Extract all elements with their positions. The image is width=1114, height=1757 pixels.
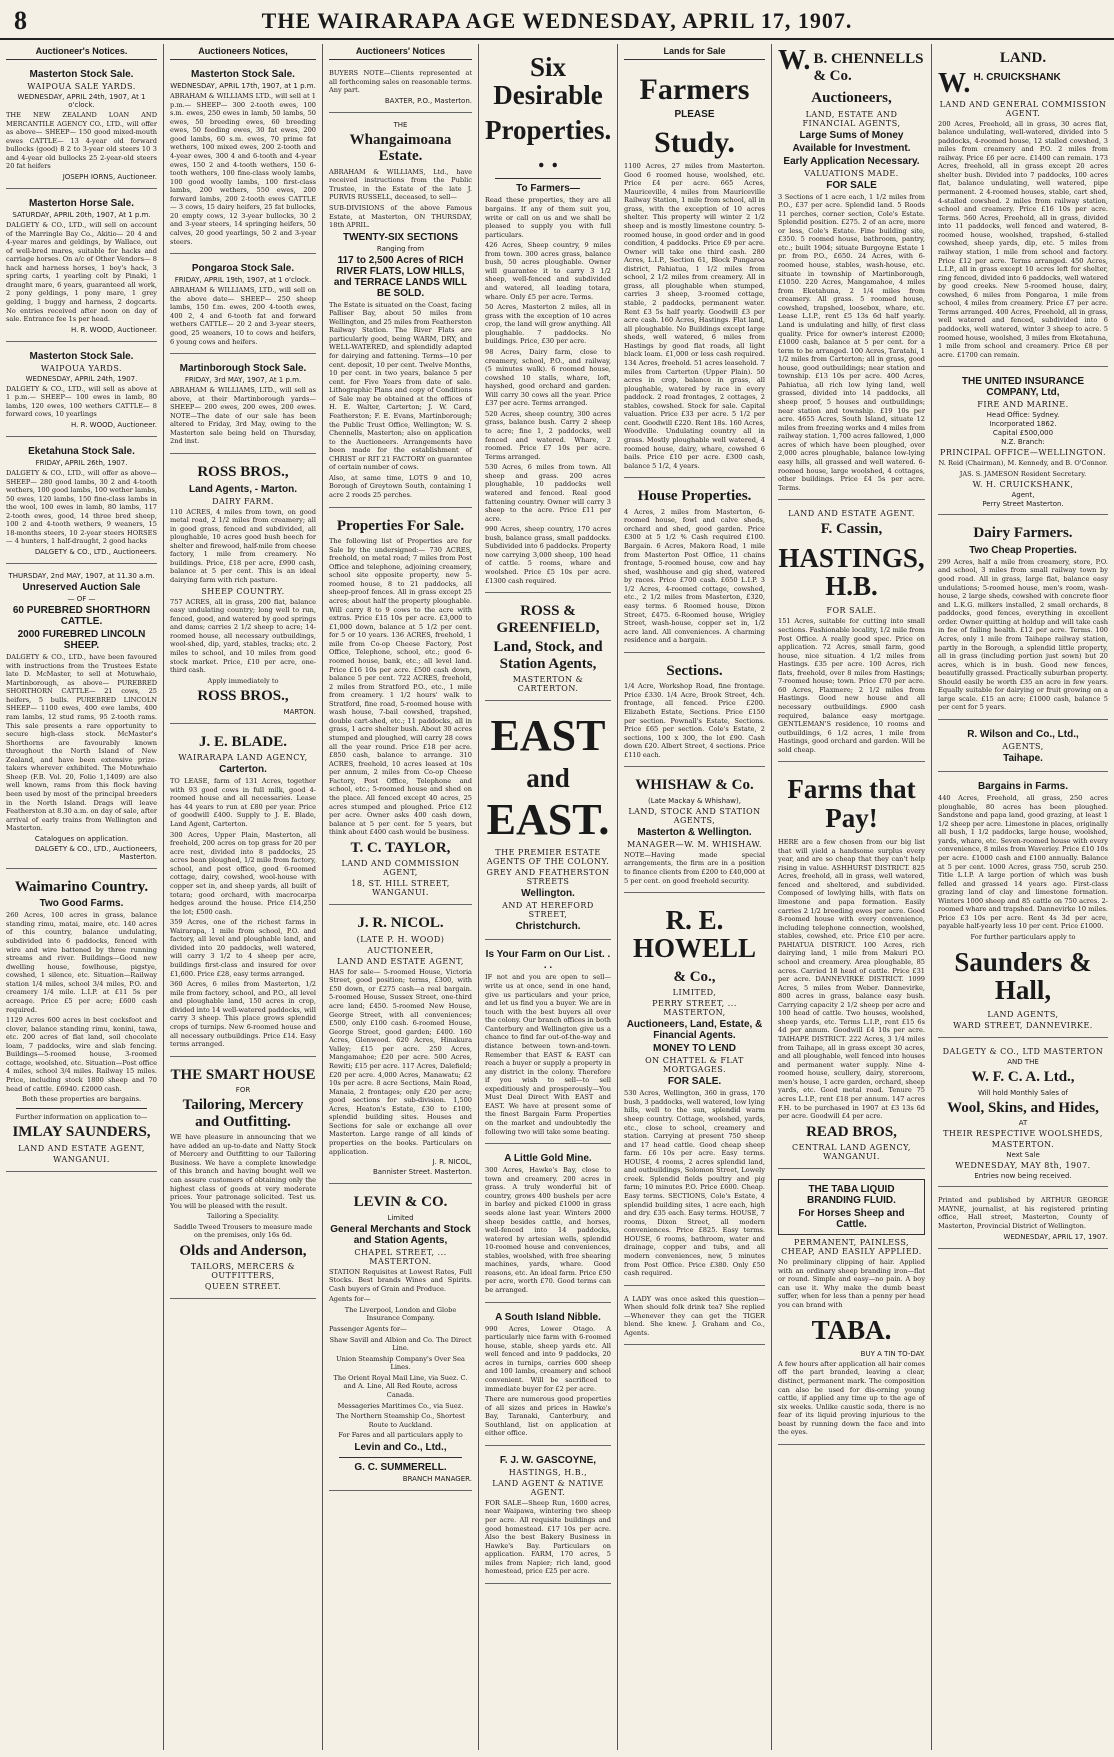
ad-body: ABRAHAM & WILLIAMS LTD., will sell at 1 p.m.— SHEEP— 300 2-tooth ewes, 100 s.m. ewes, 250 ewes in lamb, 50 lambs, 50 ewes, 50 breeding ewes, 60 breeding ewes, 50 feeding ewes, 30 fat ewes, 200 good lambs, 60 s.m. ewes, 70 prime fat wethers, 100 mixed ewes, 200 2-tooth and 4-year ewes, 300 4 and 6-tooth and 4-year ewes, 150 2 and 4-tooth wethers, 150 6-tooth wethers, 100 fine-class wooly lambs, 100 good woolly lambs, 100 first-class lambs, 200 wethers, 550 ewes, 200 forward lambs, 200 2-tooth ewes CATTLE— 3 cows, 15 dairy heifers, 25 fat bullocks, 20 empty cows, 12 3-year bullocks, 30 2 and 3-year steers, 14 springing heifers, 50 calves, 20 good yearlings, 50 2 and 3-year steers.: [170, 92, 316, 246]
ad-amp: & Co.,: [673, 968, 716, 985]
ad-brand: TABA.: [811, 1314, 892, 1345]
agent-town: WANGANUI.: [53, 1154, 110, 1164]
ad-sub: LAND, STOCK AND STATION AGENTS,: [628, 806, 761, 825]
firm-name: W. F. C. A. Ltd.,: [971, 1069, 1075, 1086]
ad-signer: DALGETY & CO., LTD., Auctioneers.: [34, 548, 157, 556]
bargains-in-farms-ad: [938, 776, 1108, 1038]
ad-agent: The Liverpool, London and Globe Insurance Company.: [344, 1305, 457, 1323]
masterton-stock-sale-ad: [6, 64, 157, 189]
ad-body: DALGETY & CO., LTD., will sell on account of the Marringle Bay Co., Akitio— 20 4 and 4-year mares and geldings, by Wallace, out of well-bred mares, suitable for hacks and carriage horses. On a/c of Other Vendors— 8 hack and harness horses, 1 boy's hack, 3 spring carts, 1 yearling colt by Pinaki, 1 draught mare, 6 years, guaranteed all work, 2 pony geldings, 1 pony mare, 1 grey gelding, 1 buggy and harness, 2 dogcarts. No entries received after noon on day of sale. Entrance fee 1s per head.: [6, 220, 157, 324]
je-blade-ad: [170, 728, 316, 1057]
ad-sections: TWENTY-SIX SECTIONS: [342, 231, 458, 243]
ad-street: PERRY STREET, ... MASTERTON,: [652, 999, 737, 1018]
firm-name: Levin and Co., Ltd.,: [354, 1441, 447, 1453]
ad-forsale: FOR SALE: [826, 179, 877, 191]
cruickshank-ad: [938, 44, 1108, 367]
house-properties-ad: [624, 482, 765, 653]
ad-body: DALGETY & CO., LTD., will sell as above at 1 p.m.— SHEEP— 100 ewes in lamb, 80 lambs, 120 ewes, 100 wethers CATTLE— 8 forward cows, 10 yearlings: [6, 384, 157, 419]
ad-body: 3 Sections of 1 acre each, 1 1/2 miles from P.O., £37 per acre. Splendid land. 5 Roods 11 perches, corner section, Cole's Estate. Splendid position. £275. 2 of an acre, more or less, Cole's Estate. Fine building site, £350. 5 roomed house, bathroom, pantry, etc.; built 1904; situate Burgoyne Estate 1 pr. from P.O., £650. 24 Acres, with 6-roomed house, stables, wash-house, etc. situate in township of Martinborough, £1050. 220 Acres, Mangamahoe, 4 miles from Eketahuna, 2 1/4 miles from creamery. All grass. 5 roomed house, cowshed, trapshed, loosebox, whare, etc. Lease L.I.P., rent £5 13s 6d half yearly. Land is undulating and hilly, of first class quality. Price for owner's interest £2000; £1000 cash, balance at 5 per cent. for a term to be arranged. 100 Acres, Taratahi, 1 1/2 miles from Carterton; all in grass, good house, good outbuildings; near station and township. £13 10s per acre. 400 Acres, Pahiatua, all rich low lying land, well grassed, divided into 14 paddocks, all sheep proof, 5 houses and outbuildings; near station and township. £19 10s per acre. 4655 Acres, South Island, situate 12 miles from freezing works and 4 miles from railway station. 1,700 acres fallowed, 1,000 acres of which have been ploughed, over 2,000 acres ploughable, balance low-lying easy hills, all grassed and well watered. 6-roomed house, large woolshed, 4 cottages, other buildings. Price £4 5s per acre. Terms.: [778, 192, 925, 492]
farms-that-pay-ad: [778, 766, 925, 1169]
ad-body: 151 Acres, suitable for cutting into small sections. Fashionable locality, 1/2 mile from Post Office. A really good spec. Price on application. 72 Acres, small farm, good house, nice situation. 4 1/2 miles from Hastings. £35 per acre. 100 Acres, rich flats, freehold, over 8 miles from Hastings; 7-roomed house; town. Price £70 per acre. 60 Acres, Flaxmere; 2 1/2 miles from Hastings. Good new house and all necessary outbuildings. £900 cash required, balance easy mortgage. GENTLEMAN'S residence, 10 rooms and outbuildings, 6 1/2 acres, 1 mile from Hastings, good orchard and garden. Will be sold cheap.: [778, 617, 925, 754]
ad-body: 1100 Acres, 27 miles from Masterton. Good 6 roomed house, woolshed, etc. Price £4 per acre. 665 Acres, Mauriceville, 4 miles from Mauriceville Railway Station, 1 mile from school, all in grass, with the exception of 10 acres shelter. This property will winter 2 1/2 sheep and is mostly limestone country. 5-roomed house, in good order and in good condition, 4 paddocks. Price £9 per acre. Owner will take one third cash. 280 Acres, L.I.P., Section 61, Block Pungaroa district, Pahiatua, 1 1/2 miles from school, 2 1/2 miles from creamery. All in grass, all ploughable when stumped, carries 3 sheep, 3-roomed cottage, stable, 2 paddocks, permanent water. Rent £3 5s half yearly. Goodwill £3 per acre cash. 160 Acres, Hastings. Flat land, all ploughable. No Buildings except large sheds, well watered, 6 miles from Hastings by good flat roads, all light black loam. £1,000 or less cash required. 134 Acres, freehold. 51 acres leasehold. 7 miles from Carterton (Upper Plain). 50 acres in crop, balance in grass, all ploughable, watered by race in every paddock. 2 road frontages, 2 cottages, 2 stables, cowshed. Stock for sale. Capital valuation. Price £33 per acre. 5 1/2 per cent. Goodwill £220. Rent 18s. 160 Acres, Woodville. Undulating country all in grass. Mostly ploughable well watered, 4 roomed house, dairy, whare, cowshed 6 bails. Price £10 per acre. £300 cash, balance 5 1/2, 4 years.: [624, 162, 765, 470]
imprint: [938, 1191, 1108, 1248]
ad-title: House Properties.: [637, 488, 752, 505]
agent-name: ROSS BROS.,: [197, 688, 289, 705]
ad-agents-for: Agents for—: [329, 1295, 371, 1304]
farm-list-ad: [485, 944, 611, 1144]
farmers-please-study-ad: [624, 64, 765, 478]
masthead: [0, 0, 1114, 40]
ad-body: 530 Acres, Wellington, 360 in grass, 170 bush, 3 paddocks, well watered, low lying hills, well to the sun, splendid warm sheep country. Cottage, woolshed, yards, etc., close to school, creamery and station. Carrying at present 750 sheep and 17 head cattle. Good cheap sheep farm. £6 10s per acre. Easy terms. HOUSE, 4 rooms, 2 acres splendid land, and outbuildings, Solomon Street, Lowely creek. Splendid fields poultry and pig farm; 10 minutes P.O. Price £600. Cheap. Easy terms. SECTIONS, Cole's Estate, 4 splendid building sites, 1 acre each, high and dry. £35 each. Easy terms. HOUSE, 7 rooms, Dixon Street, all modern conveniences. Price £825. Easy terms. HOUSE, 6 rooms, bathroom, water and drainage, copper and tubs, and all modern conveniences, new, 5 minutes from Post Office. Price £380. Only £50 cash required.: [624, 1089, 765, 1278]
page-number: 8: [14, 6, 27, 35]
ad-town: HASTINGS, H.B.: [778, 542, 925, 602]
firm-sub: TAILORS, MERCERS & OUTFITTERS,: [190, 1262, 296, 1281]
ad-agent: The Northern Steamship Co., Shortest Route to Auckland.: [336, 1412, 465, 1429]
ad-passenger: Passenger Agents for—: [329, 1325, 407, 1333]
ad-body: A few hours after application all hair comes off the part branded, leaving a clear, distinct, permanent mark. The composition can also be used for dis-orning young cattle, if applied any time up to the age of six weeks. Unlike caustic soda, there is no fear of its liquid proving injurious to the beast by running down the face and into the eyes.: [778, 1359, 925, 1437]
ad-heading: SHEEP COUNTRY.: [201, 586, 285, 596]
ad-title: R. Wilson and Co., Ltd.,: [967, 729, 1079, 740]
ad-body: Also, at same time, LOTS 9 and 10, Borough of Greytown South, containing 1 acre 2 roods 25 perches.: [329, 473, 472, 499]
ad-principal: PRINCIPAL OFFICE—WELLINGTON.: [939, 448, 1107, 458]
ad-body: A LADY was once asked this question—When should folk drink tea? She replied—Whenever they can get the TIGER blend. She knew. J. Graham and Co., Agents.: [624, 1294, 765, 1337]
masterton-stock-sale-ad: [170, 64, 316, 254]
ad-body: ABRAHAM & WILLIAMS, Ltd., have received instructions from the Public Trustee, in the Estate of the late J. PURVIS RUSSELL, deceased, to sell—: [329, 167, 472, 202]
buyers-note-ad: [329, 64, 472, 113]
agent-name: H. CRUICKSHANK: [973, 71, 1061, 83]
ad-body: 757 ACRES, all in grass, 200 flat, balance easy undulating country; long well to run, fenced, good, and watered by good springs and dams; carries 2 1/2 sheep to acre; 14-roomed house, all necessary outbuildings, wool-shed, dip, yard, stables, tracks; etc. 2 miles to school, and 10 miles from good stock market. Price, £10 per acre, one-third cash.: [170, 597, 316, 675]
agent-name: F. Cassin,: [820, 521, 883, 538]
column-4: [479, 44, 618, 1750]
imprint-body: Printed and published by ARTHUR GEORGE MAYNE, journalist, at his registered printing office, Hall street, Masterton, County of Masterton, Provincial District of Wellington.: [938, 1196, 1108, 1230]
dairy-farmers-ad: [938, 519, 1108, 720]
ad-title: Whangaimoana Estate.: [349, 131, 452, 165]
ad-capital: Capital £500,000: [992, 429, 1054, 438]
ad-date: SATURDAY, APRIL 20th, 1907, At 1 p.m.: [12, 210, 151, 219]
ad-signer: H. R. WOOD, Auctioneer.: [71, 420, 157, 429]
divider: [339, 1457, 462, 1458]
ad-date: THURSDAY, 2nd MAY, 1907, at 11.30 a.m.: [8, 572, 155, 580]
ad-forsale: FOR SALE.: [826, 606, 877, 616]
ad-note: NOTE—Having made special arrangements, the firm are in a position to finance clients from £200 to £40,000 at 5 per cent. on good freehold security.: [624, 850, 765, 885]
ad-body: BUYERS NOTE—Clients represented at all forthcoming sales on reasonable terms. Any part.: [329, 69, 472, 95]
ad-title: Masterton Stock Sale.: [29, 69, 134, 80]
ad-body: THE PREMIER ESTATE AGENTS OF THE COLONY.: [486, 848, 610, 867]
ad-body: ABRAHAM & WILLIAMS, LTD., will sell on the above date— SHEEP— 250 sheep lambs, 150 f.m. ewes, 200 4-tooth ewes, 400 2, 4 and 6-tooth fat and forward wethers CATTLE— 20 2 and 3-year steers, good, 25 weaners, 10 to cows and heifers, 6 young cows and heifers.: [170, 286, 316, 346]
ad-limited: Limited: [387, 1213, 414, 1222]
column-header: Lands for Sale: [624, 44, 765, 60]
ad-title: Masterton Horse Sale.: [28, 197, 135, 209]
ad-and: and: [526, 763, 570, 794]
firm-name: Olds and Anderson,: [179, 1242, 307, 1259]
property-listing: 530 Acres, 6 miles from town. All sheep and grass. 200 acres ploughable, 10 paddocks well watered and fenced. Real good fattening country. Owner will carry 3 sheep to the acre. Price £11 per acre.: [485, 463, 611, 523]
ad-office: Head Office: Sydney.: [986, 411, 1060, 420]
ad-note: Entries now being received.: [974, 1172, 1072, 1181]
ad-date: FRIDAY, APRIL 26th, 1907.: [35, 458, 128, 467]
whangaimoana-estate-ad: [329, 117, 472, 508]
ad-body: DALGETY & CO., LTD., will offer as above— SHEEP— 280 good lambs, 30 2 and 4-tooth wethers, 100 good lambs, 100 wether lambs, 50 ewes, 120 lambs, 150 fine-class lambs in the wool, 100 ewes in lamb, 80 lambs, 117 2-tooth ewes, good, 14 three bred sheep, 100 2 and 4-tooth wethers, 9 weaners, 15 18-months steers, 10 2-year steers HORSES— 4 hunters, 1 half-draught, 2 good hacks: [6, 468, 157, 546]
ad-signer: BAXTER, P.O., Masterton.: [384, 96, 472, 105]
agent-name: IMLAY SAUNDERS,: [12, 1124, 151, 1141]
ad-title: Farmers: [639, 73, 750, 106]
ad-body: 1/4 Acre, Workshop Road, fine frontage. Price £330. 1/4 Acre, Brook Street, 4ch. frontage, all fenced. Price £200. Elizabeth Estate, Sections. Price £150 per section. Pownall's Estate, Sections. Price £65 per section. Cole's Estate, 2 sections, 100 x 300, the lot £90. Cash down £20. Albert Street, 4 sections. Price £110 each.: [624, 682, 765, 759]
ad-town: Christchurch.: [515, 921, 581, 933]
initial-letter: W.: [778, 45, 811, 76]
ad-next: Next Sale: [1006, 1151, 1040, 1160]
ad-title: THE SMART HOUSE: [170, 1066, 316, 1083]
ad-signer: G. C. SUMMERELL.: [354, 1461, 447, 1473]
ad-title: ROSS BROS.,: [197, 464, 289, 480]
ad-body: 110 ACRES, 4 miles from town, on good metal road, 2 1/2 miles from creamery; all in good grass, fenced and subdivided, all ploughable, 10 acres good bush beech for shelter and firewood, half-mile from cheese factory, 1 mile from creamery. No buildings. Price, £18 per acre, £990 cash, balance at 5 per cent. This is an ideal dairying farm with rich pasture.: [170, 507, 316, 584]
ad-sub: Will hold Monthly Sales of: [977, 1088, 1068, 1097]
ad-body: 299 Acres, half a mile from creamery, store, P.O. and school, 3 miles from small railway town by good road. All in grass, large flat, balance easy undulations; 5-roomed house, men's room, wash-house, 2 large sheds, cowshed with concrete floor and L.K.G. milkers installed, 2 small orchards, 8 paddocks, good fences, everything in excellent order. Owner quitting at holdup and will take cash in fee of failing health. £12 per acre. Terms. 100 Acres, only 1 mile from Taihape railway station, partly in the Borough, a splendid little property, all in grass (including portion just sown) but 20 acres, which is in bush. Good new fences, beautifully grassed. Practically suburban property. Should easily be worth £35 an acre in few years. Equally suitable for dairying or fruit growing on a large scale. £15 an acre; £1000 cash, balance 5 per cent for 5 years.: [938, 557, 1108, 712]
column-5: [618, 44, 772, 1750]
column-1: [0, 44, 164, 1750]
ad-for: FOR: [235, 1086, 251, 1095]
ad-sub: LAND, ESTATE AND FINANCIAL AGENTS,: [802, 109, 901, 128]
ad-sub: (LATE P. H. WOOD): [356, 934, 445, 944]
ad-body: GREY AND FEATHERSTON STREETS: [486, 868, 610, 887]
ad-heading: DAIRY FARM.: [212, 496, 274, 506]
chennells-ad: [778, 44, 925, 500]
ad-sub: LAND AGENT & NATIVE AGENT.: [492, 1478, 604, 1497]
six-properties-ad: [485, 44, 611, 593]
ad-title: J. R. NICOL.: [357, 915, 444, 932]
ad-line: Tailoring a Speciality.: [206, 1212, 280, 1221]
smart-house-ad: [170, 1061, 316, 1300]
ad-title: Sections.: [666, 662, 723, 679]
ad-to: To Farmers—: [516, 183, 580, 195]
ad-sub: (Late Mackay & Whishaw),: [647, 796, 741, 805]
whishaw-ad: [624, 771, 765, 893]
ad-apply: For further particulars apply to: [970, 933, 1076, 941]
property-listing: 426 Acres, Sheep country, 9 miles from town. 300 acres grass, balance bush, 50 acres ploughable. Owner will guarantee it to carry 3 1/2 sheep, well-fenced and subdivided and watered, all leading totara, whare. Only £5 per acre. Terms.: [485, 241, 611, 301]
agent-name: READ BROS,: [806, 1123, 897, 1140]
ad-signer: J. R. NICOL,: [432, 1158, 472, 1167]
martinborough-stock-sale-ad: [170, 358, 316, 454]
ad-title: Masterton Stock Sale.: [29, 350, 134, 362]
ad-sub: FIRE AND MARINE.: [977, 400, 1069, 410]
ad-body: 440 Acres, Freehold, all grass, 250 acres ploughable, 80 acres has been ploughed. Sandstone and papa land, good grazing, at least 1 1/2 sheep per acre. Limestone in places, originally all bush, 1 1/2 paddocks, large house, woolshed, yards, whare, etc. Seven-roomed house with every convenience, 8 miles from Waverley. Price £10 10s per acre. £1000 cash and £100 annually. Balance at 5 per cent. 1000 Acres, grass 750, scrub 250. Title L.I.P. A large portion of which was bush felled and grassed 14 years ago. First-class grazing land of clay and limestone formation. Winters 1000 sheep and 85 cattle on 750 acres. 2-roomed whare and trapshed. Dannevirke 10 miles. Price £3 10s per acre. Rent 4s 3d per acre, payable half-yearly less 10 per cent. Price £1000.: [938, 794, 1108, 931]
ad-title: Martinborough Stock Sale.: [179, 363, 307, 375]
ad-body: HERE are a few chosen from our big list that will yield a handsome surplus every year, and are so cheap that they can't help rising in value. ASHHURST DISTRICT. 825 Acres, freehold, all in grass, well watered, fenced and sheltered, and subdivided. Composed of lowlying hills, with flats on limestone and papa formation. Easily carries 2 1/2 breeding ewes per acre. Good 8-roomed house with every convenience, including telephone connection, woolshed, stables, cowshed, etc. Price £10 per acre. PAHIATUA DISTRICT. 100 Acres, rich dairying land, 1 mile from Makuri P.O. school and creamery. Area ploughable, 85 acres. Carried 18 head of cattle. Price £31 per acre. DANNEVIRKE DISTRICT. 1099 Acres, 5 miles from Weber. Dannevirke, 800 acres in grass, balance easy bush. Carrying capacity 2 1/2 sheep per acre and 100 head of cattle. Two houses, woolshed, sheep yards, etc. Terms L.I.P., rent £15 6s 4d per annum. Goodwill £4 10s per acre. TAIHAPE DISTRICT. 222 Acres, 3 1/4 miles from Taihape, all in grass except 30 acres, and all ploughable, well fenced into houses and permanent water supply. Nine 4-roomed house, scullery, dairy, storeroom, men's house, 1 acre garden, orchard, sheep yards, etc. Good metal road. Tenure 75 acres L.I.P., rent £18 per annum. 147 acres F.H. to be purchased in 1907 at £3 13s 6d per acre. Goodwill £4 per acre.: [778, 838, 925, 1121]
ad-subtitle: WAIRARAPA LAND AGENCY,: [178, 753, 308, 763]
gascoyne-ad: [485, 1450, 611, 1584]
ad-range: 117 to 2,500 Acres of RICH RIVER FLATS, LOW HILLS, and TERRACE LANDS WILL BE SOLD.: [333, 254, 468, 299]
ad-signer: JOSEPH IORNS, Auctioneer.: [62, 172, 157, 181]
ad-apply: Apply immediately to: [207, 676, 279, 685]
south-island-ad: [485, 1307, 611, 1446]
ad-at: AT: [1018, 1119, 1028, 1128]
agent-street: 18, ST. HILL STREET, WANGANUI.: [351, 879, 450, 898]
property-listing: 50 Acres, Masterton 2 miles, all in grass with the exception of 10 acres crop, the land will grow anything. All ploughable. 7 paddocks. No buildings. Price, £30 per acre.: [485, 303, 611, 346]
agent-sub: Agent,: [1011, 491, 1035, 500]
ad-body: FOR SALE—Sheep Run, 1600 acres, near Waipawa, wintering two sheep per acre. All requisite buildings and good homestead. £17 10s per acre. Also the best Bakery Business in Hawke's Bay. Particulars on application. FARM, 170 acres, 5 miles from Napier; rich land, good homestead, price £25 per acre.: [485, 1498, 611, 1576]
ad-body: 300 Acres, Upper Plain, Masterton, all freehold, 200 acres on top grass for 20 per acre rest, divided into 8 paddocks, 25 acres bean ploughed, 1/2 mile from factory, school, and post office, good 6-roomed cottage, dairy, cowshed, wool-house with copper set in, and sheep yards, all built of totara; good orchard, with macrocarpa hedges around the house. Price £14,250 the lot; £500 cash.: [170, 830, 316, 916]
ad-date: WEDNESDAY, APRIL 24th, 1907, At 1 o'clock.: [17, 93, 146, 109]
waimarino-country-ad: [6, 873, 157, 1172]
column-header: Auctioneer's Notices.: [6, 44, 157, 60]
divider: [495, 178, 601, 179]
ad-date: FRIDAY, APRIL 19th, 1907, at 1 o'clock.: [174, 276, 312, 285]
agent-sub: CENTRAL LAND AGENCY, WANGANUI.: [792, 1143, 911, 1162]
ad-title: J. E. BLADE.: [199, 733, 287, 750]
ad-manager: MANAGER—W. M. WHISHAW.: [627, 839, 762, 849]
ad-sub: Early Application Necessary.: [783, 155, 920, 167]
ad-money-2: ON CHATTEL & FLAT MORTGAGES.: [645, 1056, 744, 1075]
ad-title: EAST: [490, 711, 606, 761]
ad-place: WAIPOUA YARDS.: [40, 363, 123, 373]
ad-body: No preliminary clipping of hair. Applied with an ordinary sheep branding iron—flat or round. Simple and easy—no pain. A boy can use it. Why make the dumb beast suffer, when for less than a penny per head you can brand with: [778, 1258, 925, 1309]
ad-line: 2000 FUREBRED LINCOLN SHEEP.: [17, 629, 146, 651]
ad-title: Properties For Sale.: [336, 517, 465, 534]
eketahuna-stock-sale-ad: [6, 441, 157, 564]
divider: [16, 1108, 147, 1109]
agent-street: Perry Street Masterton.: [982, 500, 1064, 509]
ad-limited: LIMITED,: [672, 988, 717, 998]
ad-town: Carterton.: [219, 764, 267, 776]
ad-forsale: FOR SALE.: [667, 1076, 722, 1088]
ad-subtitle: For Horses Sheep and Cattle.: [798, 1208, 905, 1231]
agent-name: Saunders & Hall,: [954, 946, 1092, 1005]
ad-agent: Union Steamship Company's Over Sea Lines.: [336, 1354, 465, 1372]
ad-body: The following list of Properties are for Sale by the undersigned:— 730 ACRES, freehold, on metal road; 7 miles from Post Office and telephone, adjoining creamery, school site opposite property, new 5-roomed house, 8 to 21 paddocks, all sheep-proof fences. All in grass except 25 acres; about half the property ploughable. Will carry 8 to 9 cows to the acre with extras. Price £15 10s per acre. £3,000 to £1,000 down, balance at 5 1/2 per cent. for 5 or 10 years. 136 ACRES, freehold, 1 mile from Co-op Cheese Factory, Post Office, Telephone, school, etc.; good 6-roomed house, bank, etc.; all level land. Price £16 10s per acre. £500 cash down, balance 5 per cent. 722 ACRES, freehold, 2 miles from Stratford P.O., etc., 1 mile from creamery. 1 1/2 hours' walk to Stratford, fine road, 5-roomed house with wash house, 7-bail cowshed, trapshed, double cart-shed, etc.; 11 paddocks, all in grass, 1 acre shelter bush. About 30 acres stumped and ploughed, will carry 28 cows all the year round. Price £18 per acre. £850 cash, balance to arrange. 310 ACRES, freehold, 10 acres leased at 10s per annum, 2 miles from Co-op Cheese Factory, Post Office, Telephone and school, etc.; 5-roomed house and shed on the place. All fenced except 40 acres, 25 acres stumped and ploughed. Price £12 per acre. Owner asks 400 cash down, balance at 5 per cent. for 5 years, but think about £400 cash would be business.: [329, 537, 472, 837]
ad-body: PERMANENT, PAINLESS, CHEAP, AND EASILY APPLIED.: [781, 1238, 922, 1257]
unreserved-auction-ad: [6, 568, 157, 869]
ad-title: R. E. HOWELL: [632, 905, 757, 964]
ad-sub: LAND AND ESTATE AGENT,: [337, 956, 464, 966]
ad-fares: For Fares and all particulars apply to: [338, 1431, 463, 1440]
ad-subtitle: Two Good Farms.: [39, 898, 124, 910]
ad-sub: Auctioneers,: [811, 90, 892, 106]
ad-sub: Auctioneers, Land, Estate, & Financial Agents.: [626, 1019, 763, 1042]
ad-sub: Large Sums of Money: [799, 129, 904, 141]
agent-sub: LAND AND ESTATE AGENT,: [18, 1143, 145, 1153]
column-3: [323, 44, 479, 1750]
ad-sub: Two Cheap Properties.: [969, 544, 1077, 556]
agent-sub: LAND AND COMMISSION AGENT,: [341, 859, 460, 878]
ad-note: Both these properties are bargains.: [21, 1095, 142, 1104]
ad-note: There are numerous good properties of all sizes and prices in Hawke's Bay, Taranaki, Canterbury, and Southland, list on application at either office.: [485, 1395, 611, 1438]
ad-body: AND AT HEREFORD STREET,: [502, 901, 594, 920]
ad-please: PLEASE: [674, 109, 715, 120]
masterton-stock-sale-2-ad: [6, 346, 157, 437]
ad-line: Saddle Tweed Trousers to measure made on the premises, only 16s 6d.: [173, 1222, 313, 1240]
ad-buy: BUY A TIN TO-DAY.: [860, 1349, 925, 1358]
r-wilson-ad: [938, 724, 1108, 772]
column-6: [772, 44, 932, 1750]
re-howell-ad: [624, 897, 765, 1286]
ad-title: WHISHAW & Co.: [635, 777, 754, 794]
ad-sub: VALUATIONS MADE.: [804, 168, 899, 178]
ad-title: LAND.: [999, 50, 1047, 66]
ad-address: Bannister Street. Masterton.: [372, 1168, 472, 1177]
property-listing: 520 Acres, sheep country, 300 acres grass, balance bush. Carry 2 sheep to acre; fine 1, 2 paddocks, well fenced and watered. Whare, 2 roomed. Price £7 10s per acre. Terms arranged.: [485, 409, 611, 461]
ad-logo-line: [778, 47, 925, 87]
column-2: [164, 44, 323, 1750]
jr-nicol-ad: [329, 909, 472, 1184]
ad-sub: Available for Investment.: [792, 142, 911, 154]
ad-title: B. CHENNELLS & Co.: [813, 51, 924, 84]
pongaroa-stock-sale-ad: [170, 258, 316, 354]
ad-town: MASTERTON.: [991, 1140, 1055, 1150]
ross-bros-ad: [170, 458, 316, 724]
ad-town: Taihape.: [1003, 753, 1043, 764]
agent-town: MARTON.: [283, 707, 316, 716]
ad-line: — OF —: [67, 595, 96, 603]
ad-logo-line: [938, 67, 1108, 99]
ad-body: SUB-DIVISIONS of the above Famous Estate, at Masterton, ON THURSDAY, 18th APRIL.: [329, 203, 472, 230]
ad-body: 990 Acres, Lower Otago. A particularly nice farm with 6-roomed house, stable, sheep yards etc. All well fenced and into 9 paddocks, 20 acres in turnips, carries 600 sheep and 100 lambs, creamery and school convenient. Will be sacrificed to immediate buyer for £2 per acre.: [485, 1324, 611, 1393]
ad-secretary: JAS. S. JAMESON Resident Secretary.: [959, 469, 1087, 478]
tiger-tea-ad: [624, 1290, 765, 1346]
agent-sub: LAND AGENTS,: [987, 1010, 1059, 1020]
ad-body: IF not and you are open to sell—write us at once, send in one hand, give us particulars and your price, and let us find you a buyer. We are in touch with the best buyers all over the colony. Our branch offices in both Canterbury and Wellington give us a chance to find far out-of-the-way and distance between town-and-town. Remember that EAST & EAST can reach a buyer or supply a property in any district in the colony. Therefore if you wish to sell—to sell expeditiously and prosperously—You Must Deal Direct With EAST and EAST. We have at present some of the finest Bargain Farm Properties on the market and undoubtedly the following two will take some beating.: [485, 973, 611, 1136]
cassin-ad: [778, 504, 925, 762]
ad-title: Pongaroa Stock Sale.: [191, 263, 295, 275]
ad-title: Unreserved Auction Sale: [22, 582, 141, 593]
ad-catalogue: Catalogues on application.: [34, 834, 129, 843]
ad-body: 260 Acres, 100 acres in grass, balance standing rimu, matai, maire, etc. 140 acres of this country, balance undulating, subdivided into 6 paddocks, fenced with wire and wire battened by three running streams and river. Buildings—Good new dwelling house, fowlhouse, pigstye, cowshed, 1 silence, etc. Situation—Railway station 1/4 miles, school 3/4 miles, P.O. and creamery 1/4 mile. L.I.P. at £11 5s per acreage. Price £5 per acre; £600 cash required.: [6, 911, 157, 1014]
ad-title: Eketahuna Stock Sale.: [28, 445, 135, 457]
ross-greenfield-ad: [485, 597, 611, 701]
ad-date: WEDNESDAY, MAY 8th, 1907.: [955, 1161, 1091, 1171]
masterton-horse-sale-ad: [6, 193, 157, 342]
ad-body: TO LEASE, farm of 131 Acres, together with 93 good cows in full milk, good 4-roomed house and all necessaries. Lease has 44 years to run at £80 per year. Price of goodwill £400. Supply to J. E. Blade, Land Agent, Carterton.: [170, 777, 316, 828]
ad-agent: The Orient Royal Mail Line, via Suez. C. and A. Line, All Red Route, across Canada.: [333, 1373, 468, 1399]
ad-title: Dairy Farmers.: [973, 525, 1073, 542]
ad-street: CHAPEL STREET, ... MASTERTON.: [354, 1247, 447, 1266]
properties-for-sale-ad: [329, 512, 472, 906]
ad-sub: Land, Stock, and Station Agents,: [493, 639, 603, 672]
ad-body: DALGETY & CO., LTD., have been favoured with instructions from the Trustees Estate late D. McMaster, to sell at Motuwhaio, Martinborough, as above— PUREBRED SHORTHORN CATTLE— 21 cows, 25 heifers, 5 bulls. PUREBRED LINCOLN SHEEP— 1100 ewes, 400 ewe lambs, 400 ram lambs, 12 stud rams, 95 2-tooth rams. This sale presents a rare opportunity to secure high-class stock. McMaster's Shorthorns are favourably known throughout the North Island of New Zealand, and have been extensive prize-takers wherever exhibited. The Motuwhaio Sheep (F.B. Vol. 20, Folio 1,1409) are also well known, rams from this flock having been used by most of the principal breeders in the North Island. Drags will leave Featherston at 8.30 a.m. on day of sale, after arrival of early trains from Wellington and Masterton.: [6, 653, 157, 833]
ad-title-2: Study.: [654, 126, 735, 159]
dalgety-wool-sales-ad: [938, 1042, 1108, 1187]
ad-title-2: Tailoring, Mercery and Outfitting.: [182, 1097, 304, 1130]
ad-sub: AUCTIONEER,: [367, 945, 434, 955]
ad-body: HAS for sale— 5-roomed House, Victoria Street, good position; terms, £300, with £50 down, or £275 cash—a real bargain. 5-roomed House, Sussex Street, one-third acre land; £450. 5-roomed New House, George Street, with all conveniences; £500, only £100 cash. 6-roomed House, George Street, good garden; £400. 160 Acres, Glenwood. 620 Acres, Hinakura Valley; £15 per acre. 250 Acres, Mangamahoe; £20 per acre. 500 Acres, Rewiti; £15 per acre. 117 Acres, Dalefield; £20 per acre. 4,000 Acres, Manawatu; £2 10s per acre. 8 acre Sections, Main Road, Manaia, 2 frontages; only £20 per acre; good sections for sub-division. 1,500 Acres, Heaton's Estate, £30 to £100; splendid building sites. Houses and Sections for sale or exchange all over Masterton. Large range of all kinds of properties on the books. Particulars on application.: [329, 967, 472, 1156]
united-insurance-ad: [938, 371, 1108, 515]
initial-letter: W.: [938, 67, 971, 99]
ad-the: THE: [393, 120, 408, 129]
ad-body: 4 Acres, 2 miles from Masterton, 6-roomed house, fowl and calve sheds, orchard and shed, good garden. Price £300 at 5 1/2 % Cash required £100. Bargain. 6 Acres, Makora Road, 1 mile from Masterton Post Office, 11 chains frontage, 5-roomed house, cow and hay shed, washhouse and gig shed, watered by races. Price £700 cash. £650 L.I.P. 3 1/2 Acres, 4-roomed cottage, cowshed, etc., 2 1/2 miles from Masterton, £320, easy terms. 6 Roomed house, Dixon Street, £475. 6-Roomed house, Wrigley Street, wash-house, copper set in, 1/2 acre land. All conveniences. A charming residence and a bargain.: [624, 507, 765, 645]
ad-signer: H. R. WOOD, Auctioneer.: [71, 325, 157, 334]
taba-header-box: [778, 1179, 925, 1235]
levin-co-ad: [329, 1188, 472, 1491]
ad-title: Is Your Farm on Our List. . . .: [485, 949, 611, 972]
ad-signer-title: BRANCH MANAGER.: [402, 1474, 472, 1483]
ad-date: FRIDAY, 3rd MAY, 1907, At 1 p.m.: [184, 376, 302, 385]
ad-signer: DALGETY & CO., LTD., Auctioneers, Masterton.: [34, 844, 157, 861]
agent-street: WARD STREET, DANNEVIRKE.: [953, 1021, 1093, 1031]
ad-intro: Read these properties, they are all bargains. If any of them suit you, write or call on us and we shall be pleased to supply you with full particulars.: [485, 196, 611, 239]
ad-line: 60 PUREBRED SHORTHORN CATTLE.: [12, 605, 151, 627]
ad-town: MASTERTON & CARTERTON.: [512, 675, 584, 694]
ad-ranging: Ranging from: [376, 244, 425, 253]
ad-title-2: EAST.: [486, 795, 610, 845]
ad-title: THE TABA LIQUID BRANDING FLUID.: [807, 1184, 896, 1207]
gold-mine-ad: [485, 1148, 611, 1302]
ad-sub: General Merchants and Stock and Station Agents,: [330, 1223, 471, 1246]
ad-date: WEDNESDAY, APRIL 17th, 1907, at 1 p.m.: [170, 82, 316, 90]
ad-date: WEDNESDAY, APRIL 24th, 1907.: [25, 374, 138, 383]
ad-town: HASTINGS, H.B.,: [508, 1467, 588, 1477]
ad-title: Farms that Pay!: [787, 774, 916, 833]
ad-body: 1129 Acres 600 acres in best cocksfoot and clover, balance standing rimu, konini, tawa, etc. 200 acres of flat land, soil chocolate loam, 7 paddocks, wire and slab fencing. Buildings—5-roomed house, 3-roomed cottage, woolshed, etc. Situation—Post office 4 miles, school 3/4 miles. Railway 15 miles. Price, including stock 1800 sheep and 70 head of cattle. £6940. £2000 cash.: [6, 1016, 157, 1093]
ad-inc: Incorporated 1862.: [989, 420, 1057, 429]
ad-sub: LAND AND GENERAL COMMISSION AGENT.: [939, 99, 1107, 118]
ad-body: The Estate is situated on the Coast, facing Palliser Bay, about 50 miles from Wellington, and 25 miles from Featherston Railway Station. The River Flats are particularly good, being WARM, DRY, and WELL-WATERED, and splendidly adapted for dairying and fattening. Terms—10 per cent. deposit, 10 per cent. Twelve Months, 10 per cent. in two years, balance 5 per cent. for Five Years from date of sale. Lithographic Plans and copy of Conditions of Sale may be obtained at the offices of H. E. Walter, Carterton; J. W. Card, Featherston; F. E. Evans, Martinborough; the Public Trust Office, Wellington; W. S. Chennells, Masterton; also on application to the Auctioneers. Arrangements have been made for the establishment of CHRIST or RIT 21 FACTORY on guarantee of certain number of cows.: [329, 300, 472, 472]
ad-body: STATION Requisites at Lowest Rates, Full Stocks. Best brands Wines and Spirits. Cash buyers of Grain and Produce.: [329, 1267, 472, 1293]
ad-sub: AGENTS,: [1002, 742, 1044, 751]
ad-body: ABRAHAM & WILLIAMS, LTD., will sell as above, at their Martinborough yards— SHEEP— 200 ewes, 200 ewes, 200 ewes. NOTE—The date of our sale has been altered to Friday, 3rd May, owing to the Masterton sale being held on Thursday, 2nd inst.: [170, 386, 316, 446]
property-listing: 98 Acres, Dairy farm, close to creamery, school, P.O., and railway, (5 minutes walk). 6 roomed house, cowshed 10 stalls, whare, loft, hayshed, good orchard and garden. Will carry 30 cows all the year. Price £37 per acre. Terms arranged.: [485, 347, 611, 408]
sections-ad: [624, 657, 765, 768]
ad-body: 359 Acres, one of the richest farms in Wairarapa, 1 mile from school, P.O. and factory, all level and ploughable land, and divided into 20 paddocks, well watered, will carry 3 1/2 to 4 sheep per acre, buildings first-class and insured for over £1,600. Price £28, easy terms arranged.: [170, 918, 316, 978]
ad-place: THEIR RESPECTIVE WOOLSHEDS,: [943, 1129, 1103, 1139]
ad-title: Six Desirable: [493, 52, 603, 111]
ad-body: WE have pleasure in announcing that we have added an up-to-date and Natty Stock of Mercery and Outfitting to our Tailoring Business. We have a complete knowledge of this branch and having bought well we can assure customers of obtaining only the highest class of goods at very moderate prices. Your patronage solicited. Test us. You will be pleased with the result.: [170, 1133, 316, 1210]
ad-title: A South Island Nibble.: [495, 1311, 601, 1323]
ad-title: LAND AND ESTATE AGENT.: [788, 509, 915, 519]
ad-and: AND THE: [1007, 1058, 1039, 1067]
ad-place: WAIPOUA SALE YARDS.: [27, 82, 136, 91]
ad-title: F. J. W. GASCOYNE,: [499, 1454, 597, 1466]
ad-branch: N.Z. Branch:: [1001, 438, 1045, 447]
ad-title: THE UNITED INSURANCE COMPANY, Ltd,: [961, 376, 1085, 399]
ad-title: Masterton Stock Sale.: [191, 69, 295, 80]
ad-title: Bargains in Farms.: [977, 781, 1069, 792]
column-7: [932, 44, 1114, 1750]
column-header: Auctioneers' Notices: [329, 44, 472, 60]
ad-body: 300 Acres, Hawke's Bay, close to town and creamery. 200 acres in grass. A truly wonderful bit of country, grows 400 bushels per acre in barley and picked £1000 in grass seeds alone last year. Winters 2000 sheep besides cattle, and horses, well-fenced into 14 paddocks, watered by artesian wells, splendid 10-roomed house and conveniences, stables, woolshed, with free shearing machines, yards, whare. Good reasons, etc. An ideal farm. Price £50 per acre, worth £70. Good terms can be arranged.: [485, 1166, 612, 1295]
ad-goods: Wool, Skins, and Hides,: [947, 1099, 1099, 1116]
ad-agent: Messageries Maritimes Co., via Suez.: [337, 1401, 464, 1410]
ad-money: MONEY TO LEND: [653, 1043, 736, 1055]
ad-town: Masterton & Wellington.: [637, 826, 752, 838]
taba-branding-ad: [778, 1173, 925, 1445]
ad-names: N. Reid (Chairman), M. Kennedy, and B. O'Connor.: [938, 459, 1108, 468]
ad-subtitle: Land Agents, - Marton.: [189, 483, 297, 495]
ad-title: Waimarino Country.: [14, 878, 149, 895]
ad-body: 360 Acres, 6 miles from Masterton, 1/2 mile from factory, school, and P.O., all level and ploughable land, 150 acres in crop, divided into 14 well-watered paddocks, will carry 3 sheep. This place grows splendid crops of turnips. New 6-roomed house and all necessary outbuildings. Price £14. Easy terms arranged.: [170, 980, 316, 1049]
ad-title: ROSS & GREENFIELD,: [496, 603, 600, 636]
agent-name: T. C. TAYLOR,: [350, 839, 451, 856]
column-header: Auctioneers Notices,: [170, 44, 316, 60]
imprint-date: WEDNESDAY, APRIL 17, 1907.: [1003, 1232, 1108, 1241]
ad-town: Wellington.: [521, 888, 575, 900]
ad-title: LEVIN & CO.: [353, 1194, 448, 1211]
ad-body: 200 Acres, Freehold, all in grass, 30 acres flat, balance undulating, well-watered, divided into 5 paddocks, 4-roomed house, 12 stalled cowshed, 3 miles from creamery and P.O. 2 miles from railway. Price £6 per acre. £1400 can remain. 173 Acres, freehold, all in grass except 20 acres shelter bush. Divided into 7 paddocks, 100 acres flat, balance undulating, well watered, pipe permanent. 2 4-roomed houses, stable, cart shed, 4-stalled cowshed. 2 miles from railway station, school and creamery. Price £16 10s per acre. Terms. 560 Acres, Freehold, all in grass, divided into 11 paddocks, well fenced and watered, 8-roomed house, woolshed, trapshed, 6-stalled cowshed, sheep yards, dip, etc. 5 miles from railway station, 1 mile from school and factory. Price £12 per acre. Terms arranged. 450 Acres, L.I.P., all in grass except 10 acres left for shelter, ring fenced, divided into 6 paddocks, well watered by good creeks. New 5-roomed house, dairy, cowshed, 6 miles from Pongaroa, 1 mile from school, 4 miles from creamery. Price £7 per acre. Terms arranged. 400 Acres, Freehold, all in grass, well watered and fenced, subdivided into 6 paddocks, well watered, winter 3 sheep to acre. 5 roomed house, woolshed, 3 miles from Eketahuna, 1 mile from school and creamery. Price £8 per acre. £1700 can remain.: [938, 119, 1108, 359]
east-and-east-ad: [485, 705, 611, 940]
firm-street: QUEEN STREET.: [204, 1282, 282, 1292]
ad-apply: Further information on application to—: [15, 1112, 148, 1121]
ad-agent: Shaw Savill and Albion and Co. The Direct Line.: [329, 1335, 472, 1353]
ad-title: A Little Gold Mine.: [504, 1153, 592, 1165]
ad-title-2: Properties. . .: [485, 114, 612, 174]
paper-title: THE WAIRARAPA AGE WEDNESDAY, APRIL 17, 1907.: [261, 8, 853, 33]
ad-title: DALGETY & CO., LTD MASTERTON: [942, 1047, 1104, 1057]
ad-body: THE NEW ZEALAND LOAN AND MERCANTILE AGENCY CO., LTD., will offer as above— SHEEP— 150 good mixed-mouth ewes CATTLE— 13 4-year old forward bullocks (good) 8 2 to 3-year old steers 10 3 and 4-year old bullocks 25 2-year-old steers 20 fat heifers: [6, 111, 157, 171]
agent-name: W. H. CRUICKSHANK,: [972, 480, 1074, 490]
property-listing: 990 Acres, sheep country, 170 acres bush, balance grass, small paddocks. Subdivided into 6 paddocks. Property now carrying 3,000 sheep, 100 head of cattle. 5 rooms, whare and woolshed. Price £5 10s per acre. £1300 cash required.: [485, 525, 611, 585]
